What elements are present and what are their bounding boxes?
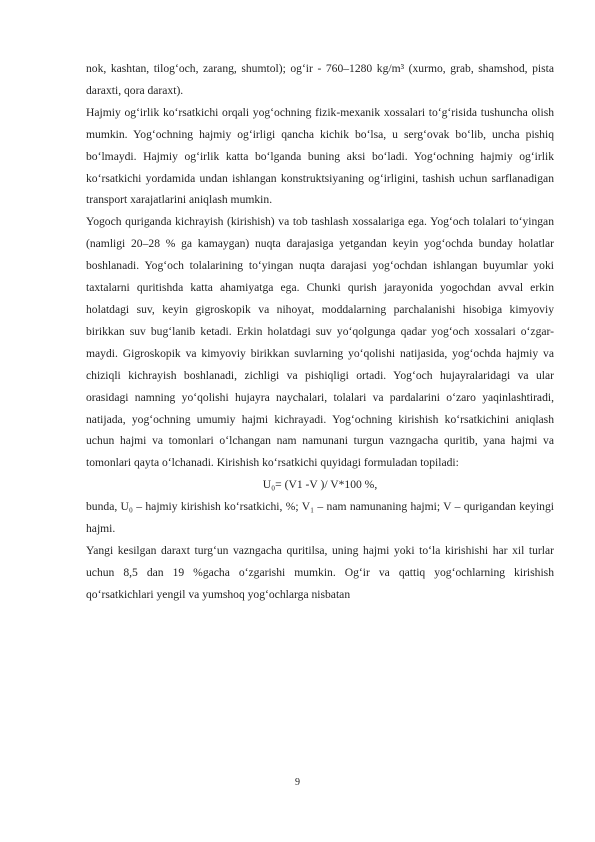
paragraph-formula-legend: bunda, U₀ – hajmiy kirishish koʻrsatkichi, %; V₁ – nam namunaning hajmi; V – qurigandan keyingi hajmi.	[86, 500, 554, 536]
paragraph-total-shrinkage: Yangi kesilgan daraxt turgʻun vazngacha quritilsa, uning hajmi yoki toʻla kirishishi har xil turlar uchun 8,5 dan 19 %gacha oʻzgarishi mumkin. Ogʻir va qattiq yogʻochlarning kirishish qoʻrsatkichlari yengil va yumshoq yogʻochlarga nisbatan	[86, 543, 554, 601]
document-page	[86, 58, 554, 606]
shrinkage-formula: U₀= (V1 -V )/ V*100 %,	[262, 478, 378, 492]
paragraph-volumetric-weight: Hajmiy ogʻirlik koʻrsatkichi orqali yogʻochning fizik-mexanik xossalari toʻgʻrisida tushuncha olish mumkin. Yogʻochning hajmiy ogʻirligi qancha kichik boʻlsa, u sergʻovak boʻlib, uncha pishiq boʻlmaydi. Hajmiy ogʻirlik katta boʻlganda buning aksi boʻladi. Yogʻochning hajmiy ogʻirlik koʻrsatkichi yordamida undan ishlangan konstruktsiyaning ogʻirligini, tashish uchun sarflanadigan transport xarajatlarini aniqlash mumkin.	[86, 105, 554, 207]
paragraph-shrinkage: Yogoch quriganda kichrayish (kirishish) va tob tashlash xossalariga ega. Yogʻoch tolalari toʻyingan (namligi 20–28 % ga kamaygan) nuqta darajasiga yetgandan keyin yogʻochda bunday holatlar boshlanadi. Yogʻoch tolalarining toʻyingan nuqta darajasi yogʻochdan ishlangan buyumlar yoki taxtalarni quritishda katta ahamiyatga ega. Chunki qurish jarayonida yogochdan avval erkin holatdagi suv, keyin gigroskopik va nihoyat, moddalarning parchalanishi hisobiga kimyoviy birikkan suv bugʻlanib ketadi. Erkin holatdagi suv yoʻqolgunga qadar yogʻoch xossalari oʻzgar-maydi. Gigroskopik va kimyoviy birikkan suvlarning yoʻqolishi natijasida, yogʻochda hajmiy va chiziqli kichrayish boshlanadi, zichligi va pishiqligi ortadi. Yogʻoch hujayralaridagi va ular orasidagi namning yoʻqolishi hujayra naychalari, tolalari va pardalarini oʻzaro yaqinlashtiradi, natijada, yogʻochning umumiy hajmi kichrayadi. Yogʻochning kirishish koʻrsatkichini aniqlash uchun hajmi va tomonlari oʻlchangan nam namunani turgun vazngacha quritib, yana hajmi va tomonlari qayta oʻlchanadi. Kirishish koʻrsatkichi quyidagi formuladan topiladi:	[86, 215, 554, 470]
paragraph-wood-density-classes: nok, kashtan, tilogʻoch, zarang, shumtol); ogʻir - 760–1280 kg/m³ (xurmo, grab, shamshod, pista daraxti, qora daraxt).	[86, 62, 554, 97]
page-number: 9	[295, 777, 300, 788]
